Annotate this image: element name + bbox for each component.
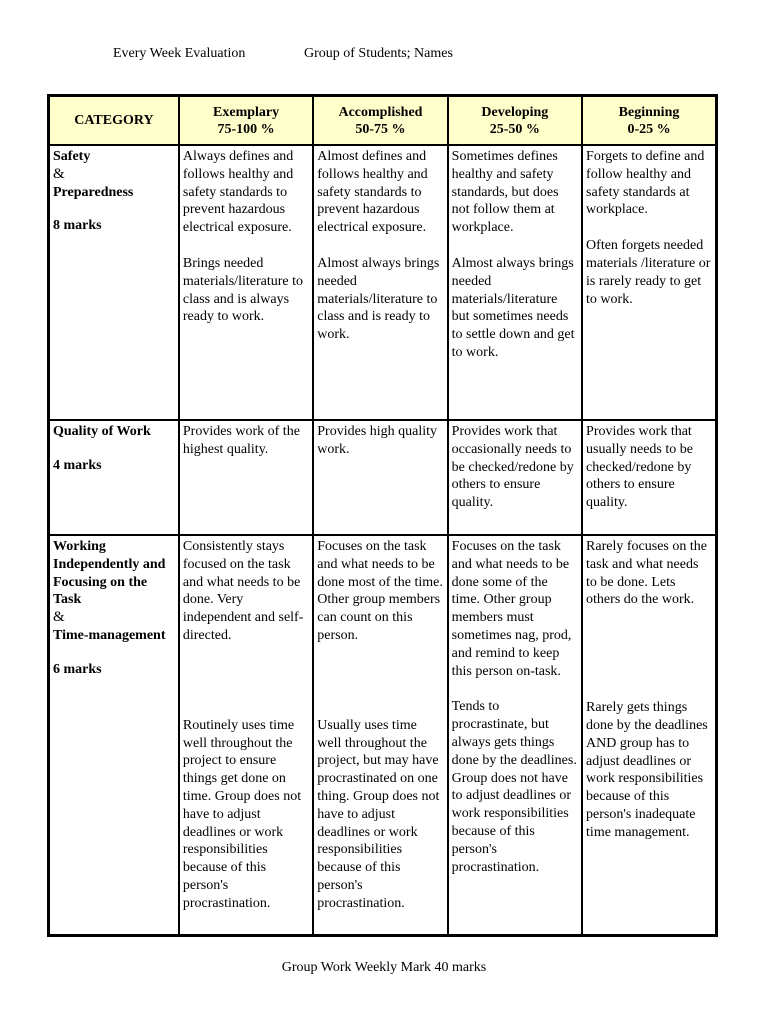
descriptor-text: Rarely gets things done by the deadlines AND group has to adjust deadlines or work responsibilities because of this person's inadequate time management. bbox=[586, 700, 708, 840]
descriptor-text: Usually uses time well throughout the project, but may have procrastinated on one thing. Group does not have to adjust deadlines or work responsibilities because of this person's procrastination. bbox=[317, 717, 440, 911]
column-title: CATEGORY bbox=[74, 113, 154, 128]
descriptor-text: Focuses on the task and what needs to be done most of the time. Other group members can count on this person. bbox=[317, 539, 443, 643]
criterion-marks: 4 marks bbox=[53, 457, 102, 473]
descriptor-text: Tends to procrastinate, but always gets things done by the deadlines. Group does not have to adjust deadlines or work responsibilities because of this person's procrastination. bbox=[451, 699, 577, 875]
descriptor-text: Always defines and follows healthy and safety standards to prevent hazardous electrical exposure. bbox=[182, 149, 294, 236]
descriptor-text: Forgets to define and follow healthy and safety standards at workplace. bbox=[586, 149, 705, 218]
descriptor-text: Provides high quality work. bbox=[317, 424, 438, 457]
column-header-exemplary bbox=[179, 96, 313, 146]
row-working-independently bbox=[49, 535, 717, 935]
criterion-marks: 6 marks bbox=[53, 661, 102, 677]
criterion-name: Working Independently and Focusing on the Task bbox=[53, 539, 166, 608]
header-row bbox=[49, 96, 717, 146]
criterion-name: Safety bbox=[53, 149, 91, 164]
descriptor-text: Almost defines and follows healthy and safety standards to prevent hazardous electrical exposure. bbox=[317, 149, 428, 236]
rubric-cell bbox=[313, 145, 447, 420]
rubric-cell bbox=[179, 145, 313, 420]
descriptor-text: Sometimes defines healthy and safety standards, but does not follow them at workplace. bbox=[451, 149, 559, 236]
column-range: 75-100 % bbox=[217, 121, 275, 137]
rubric-cell bbox=[448, 535, 582, 935]
column-title: Beginning bbox=[618, 104, 680, 120]
descriptor-text: Provides work of the highest quality. bbox=[182, 424, 300, 457]
rubric-cell bbox=[582, 535, 716, 935]
descriptor-text: Rarely focuses on the task and what needs to be done. Lets others do the work. bbox=[586, 539, 707, 608]
criterion-ampersand: & bbox=[53, 165, 65, 182]
footer-total-marks: Group Work Weekly Mark 40 marks bbox=[281, 960, 487, 975]
column-range: 0-25 % bbox=[627, 121, 671, 137]
rubric-cell bbox=[448, 420, 582, 535]
criterion-name-secondary: Time-management bbox=[53, 627, 166, 643]
column-range: 25-50 % bbox=[489, 121, 540, 137]
column-title: Exemplary bbox=[213, 104, 280, 120]
column-header-accomplished bbox=[313, 96, 447, 146]
rubric-cell bbox=[582, 420, 716, 535]
column-range: 50-75 % bbox=[355, 121, 406, 137]
descriptor-text: Almost always brings needed materials/literature but sometimes needs to settle down and get to work. bbox=[451, 255, 575, 360]
page-header bbox=[113, 46, 453, 62]
criterion-cell bbox=[49, 535, 179, 935]
criterion-ampersand: & bbox=[53, 609, 65, 626]
row-quality bbox=[49, 420, 717, 535]
rubric-cell bbox=[179, 535, 313, 935]
rubric-cell bbox=[313, 420, 447, 535]
evaluation-title: Every Week Evaluation bbox=[113, 46, 246, 61]
criterion-cell bbox=[49, 145, 179, 420]
rubric-cell bbox=[582, 145, 716, 420]
rubric-cell bbox=[313, 535, 447, 935]
column-title: Accomplished bbox=[338, 104, 423, 120]
descriptor-text: Provides work that usually needs to be checked/redone by others to ensure quality. bbox=[586, 424, 693, 511]
row-safety bbox=[49, 145, 717, 420]
criterion-marks: 8 marks bbox=[53, 218, 102, 234]
descriptor-text: Often forgets needed materials /literature or is rarely ready to get to work. bbox=[586, 238, 711, 307]
criterion-cell bbox=[49, 420, 179, 535]
column-title: Developing bbox=[481, 104, 549, 120]
rubric-cell bbox=[448, 145, 582, 420]
descriptor-text: Brings needed materials/literature to class and is always ready to work. bbox=[182, 255, 303, 325]
column-header-beginning bbox=[582, 96, 716, 146]
column-header-category bbox=[49, 96, 179, 146]
descriptor-text: Focuses on the task and what needs to be done some of the time. Other group members must sometimes nag, prod, and remind to keep this person on-task. bbox=[451, 539, 572, 679]
column-header-developing bbox=[448, 96, 582, 146]
descriptor-text: Provides work that occasionally needs to be checked/redone by others to ensure quality. bbox=[451, 424, 574, 511]
descriptor-text: Consistently stays focused on the task and what needs to be done. Very independent and self-directed. bbox=[182, 539, 304, 643]
rubric-cell bbox=[179, 420, 313, 535]
group-names-label: Group of Students; Names bbox=[304, 46, 453, 61]
rubric-table bbox=[47, 94, 718, 937]
descriptor-text: Almost always brings needed materials/literature to class and is ready to work. bbox=[317, 255, 440, 343]
descriptor-text: Routinely uses time well throughout the project to ensure things get done on time. Group does not have to adjust deadlines or work responsibilities because of this person's procrastination. bbox=[182, 717, 302, 911]
criterion-name: Quality of Work bbox=[53, 424, 151, 439]
criterion-name-secondary: Preparedness bbox=[53, 184, 134, 200]
